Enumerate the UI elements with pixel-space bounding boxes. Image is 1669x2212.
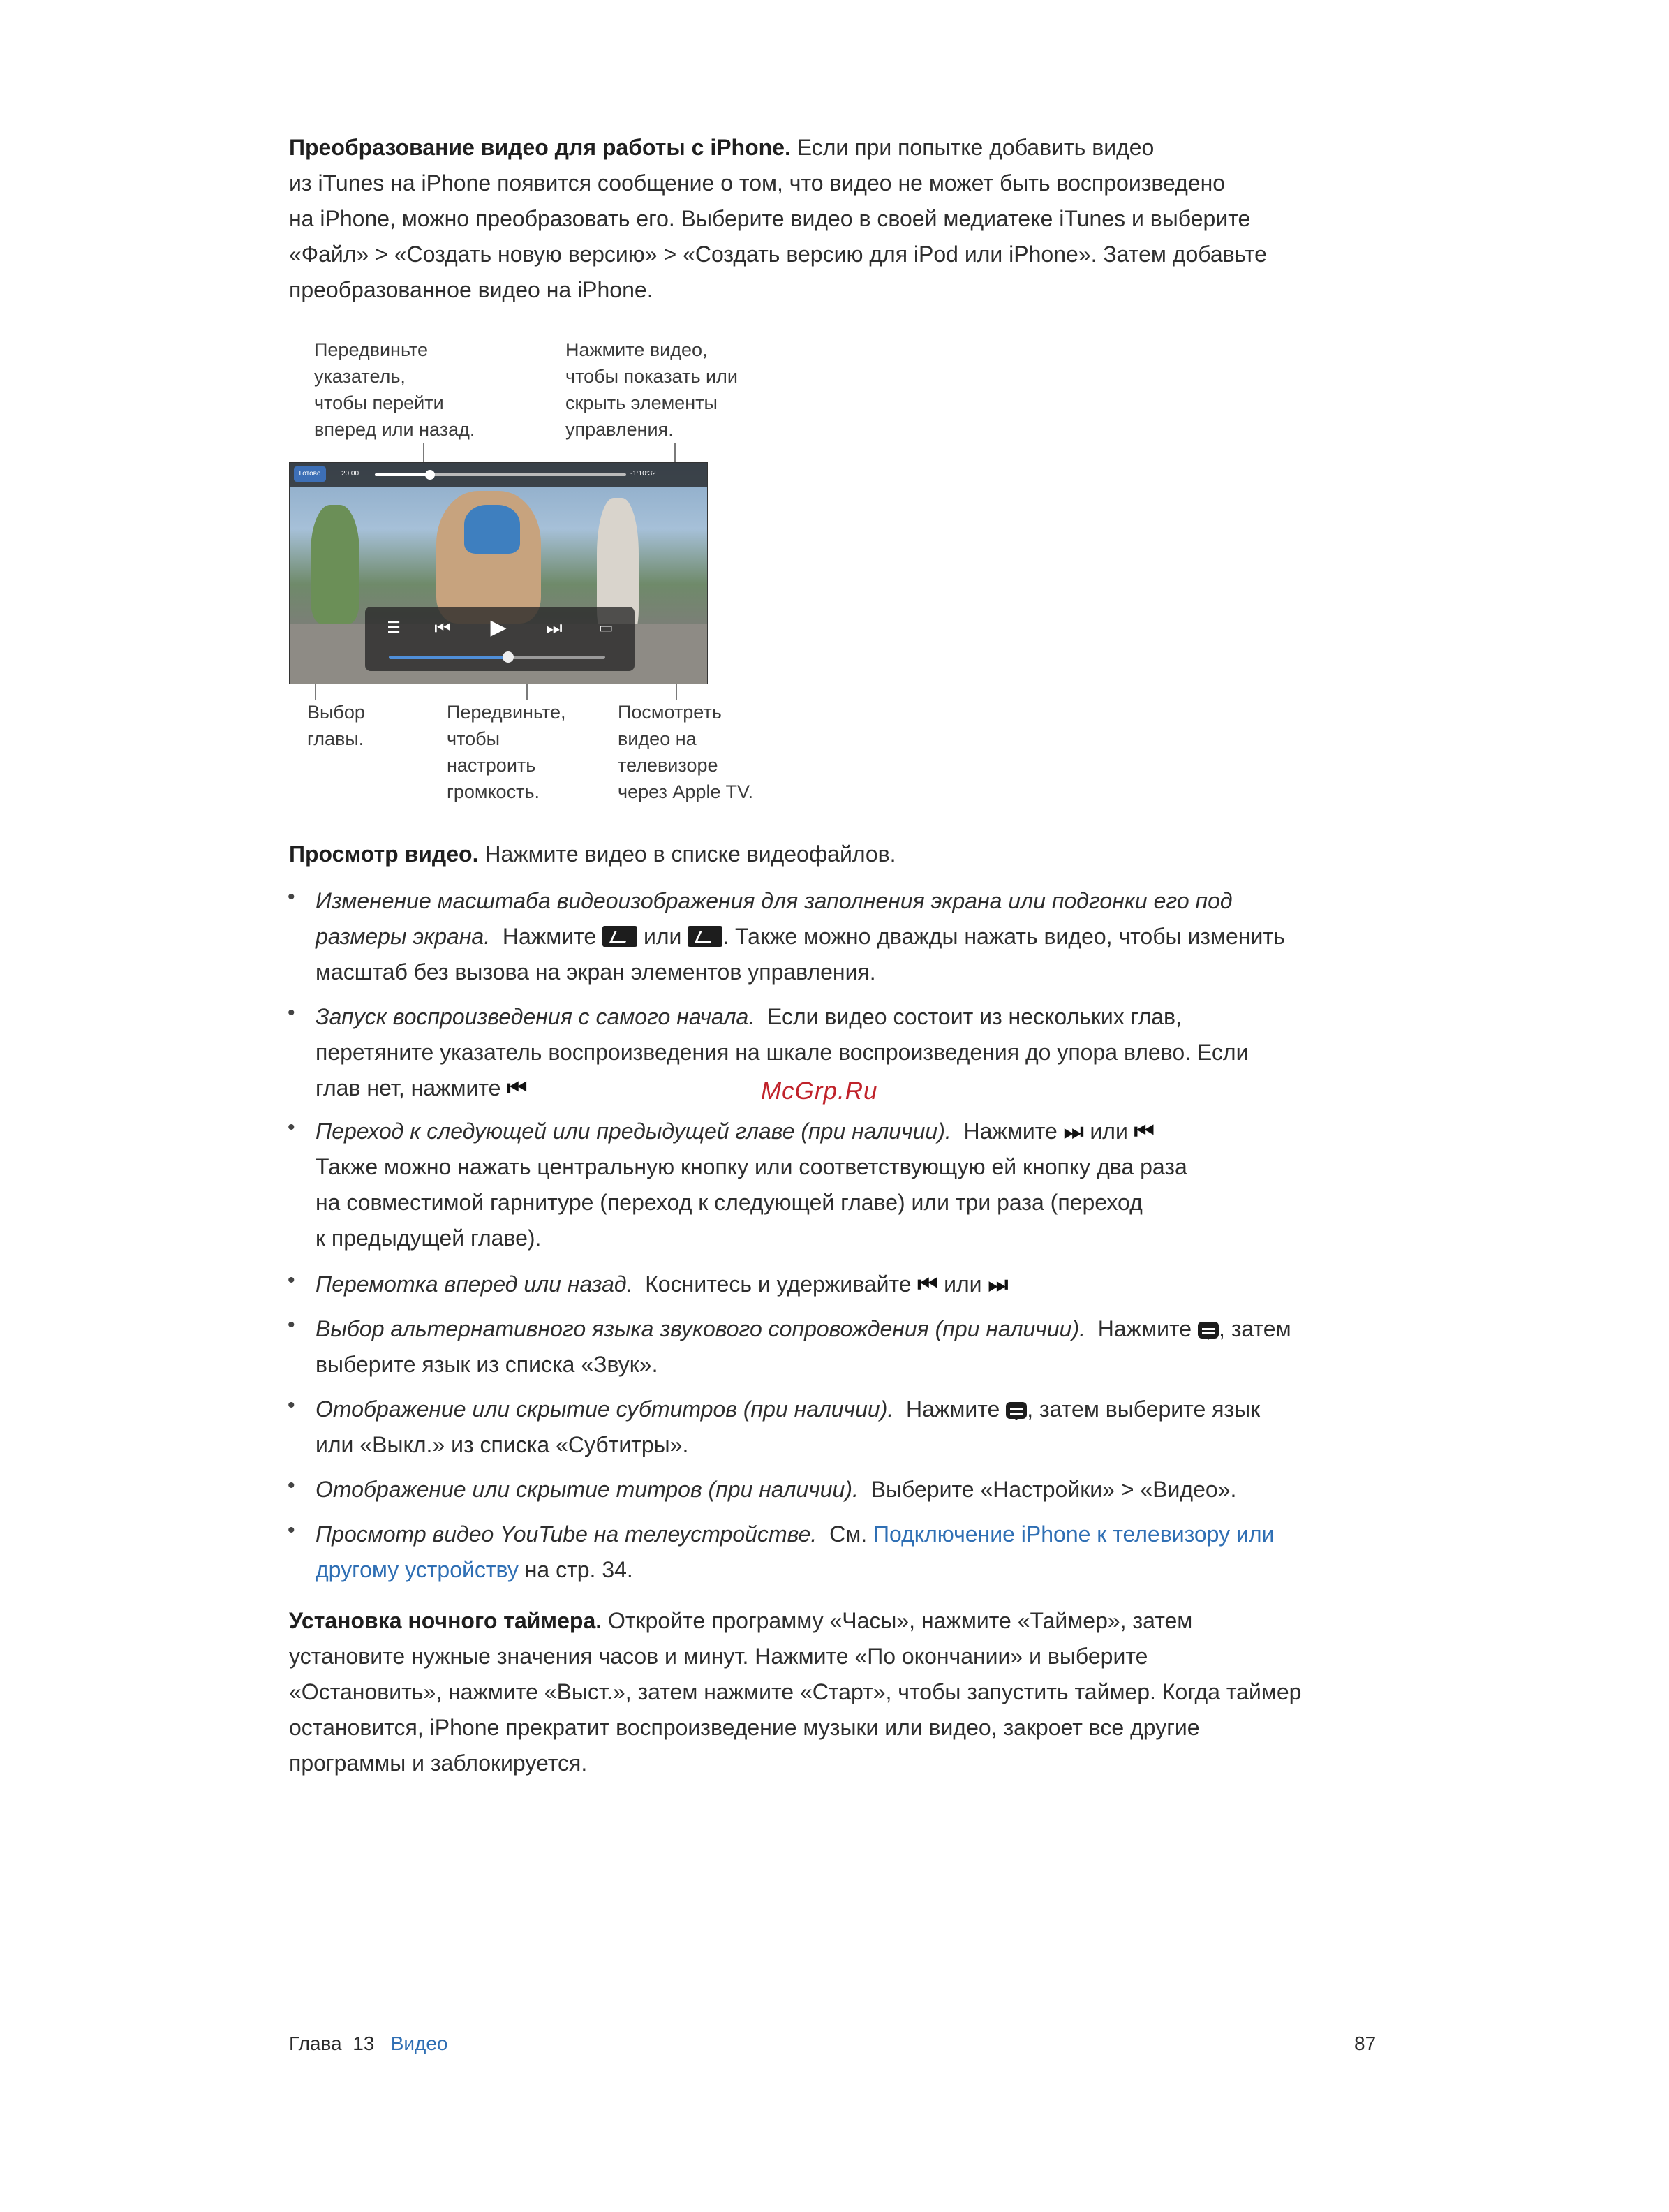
rewind-icon: ⏮ <box>917 1271 938 1297</box>
bullet-zoom-text: Нажмите <box>502 924 597 949</box>
bullet-restart-topic: Запуск воспроизведения с самого начала. <box>316 1004 755 1029</box>
zoom-fit-icon <box>688 926 722 947</box>
intro-line-3: на iPhone, можно преобразовать его. Выберите видео в своей медиатеке iTunes и выберите <box>289 206 1251 231</box>
volume-slider[interactable] <box>389 656 605 659</box>
fast-forward-icon: ⏭ <box>988 1271 1009 1297</box>
bullet-subtitles-line-2: или «Выкл.» из списка «Субтитры». <box>316 1432 689 1457</box>
callout-volume-line: громкость. <box>447 781 540 802</box>
tv-connection-link-cont[interactable]: другому устройству <box>316 1557 519 1582</box>
timer-line-5: программы и заблокируется. <box>289 1750 588 1776</box>
intro-heading: Преобразование видео для работы с iPhone. <box>289 135 791 160</box>
player-top-bar <box>290 463 707 487</box>
bullet-youtube-topic: Просмотр видео YouTube на телеустройстве. <box>316 1521 817 1547</box>
intro-line-5: преобразованное видео на iPhone. <box>289 277 653 302</box>
watch-paragraph <box>289 836 1406 872</box>
bullet-zoom-text-b: . Также можно дважды нажать видео, чтобы изменить <box>722 924 1285 949</box>
callout-tap-line: управления. <box>565 419 674 440</box>
callout-tap-line: Нажмите видео, <box>565 339 708 360</box>
callout-tv-line: через Apple TV. <box>618 781 753 802</box>
bullet-subtitles-topic: Отображение или скрытие субтитров (при наличии). <box>316 1396 894 1422</box>
callout-chapter-line: Выбор <box>307 702 365 723</box>
bullet-marker: • <box>288 1001 295 1024</box>
bullet-zoom-topic: Изменение масштаба видеоизображения для заполнения экрана или подгонки его под <box>316 888 1233 913</box>
bullet-marker: • <box>288 885 295 908</box>
bullet-marker: • <box>288 1394 295 1417</box>
bullet-audio-text-b: , затем <box>1218 1316 1291 1341</box>
bullet-restart-text: Если видео состоит из нескольких глав, <box>766 1004 1182 1029</box>
volume-knob[interactable] <box>503 651 514 663</box>
timer-line-3: «Остановить», нажмите «Выст.», затем нажмите «Старт», чтобы запустить таймер. Когда таймер <box>289 1679 1302 1704</box>
airplay-icon[interactable]: ▭ <box>598 619 614 636</box>
previous-icon[interactable]: ⏮ <box>434 617 451 638</box>
speech-bubble-icon <box>1198 1322 1219 1339</box>
timer-line-1 <box>289 1603 1406 1639</box>
intro-line-2: из iTunes на iPhone появится сообщение о том, что видео не может быть воспроизведено <box>289 170 1226 196</box>
intro-paragraph <box>289 130 1406 308</box>
bullet-zoom-or: или <box>643 924 682 949</box>
bullet-audio-line-1 <box>316 1311 1390 1347</box>
bullet-seek-text: Коснитесь и удерживайте <box>645 1271 912 1297</box>
callout-tv-line: видео на <box>618 728 697 749</box>
bullet-chapter-topic: Переход к следующей или предыдущей главе (при наличии). <box>316 1119 951 1144</box>
bullet-chapter-line-4: к предыдущей главе). <box>316 1225 542 1251</box>
bullet-subtitles <box>316 1392 1390 1463</box>
bullet-audio <box>316 1311 1390 1382</box>
bullet-youtube-line-2 <box>316 1552 1390 1588</box>
video-player-screenshot <box>289 462 708 684</box>
footer-chapter <box>289 2030 448 2058</box>
next-icon[interactable]: ⏭ <box>546 617 563 638</box>
zoom-fill-icon <box>602 926 637 947</box>
bullet-audio-topic: Выбор альтернативного языка звукового сопровождения (при наличии). <box>316 1316 1085 1341</box>
timer-paragraph <box>289 1603 1406 1781</box>
bullet-restart-line-1 <box>316 999 1390 1035</box>
done-button[interactable]: Готово <box>294 466 326 482</box>
bullet-zoom-topic-end: размеры экрана. <box>316 924 491 949</box>
bullet-seek-topic: Перемотка вперед или назад. <box>316 1271 633 1297</box>
callout-volume-line: настроить <box>447 755 536 776</box>
previous-icon: ⏮ <box>507 1075 528 1100</box>
callout-volume-line: чтобы <box>447 728 500 749</box>
callout-tv <box>618 699 799 805</box>
previous-icon: ⏮ <box>1134 1119 1155 1144</box>
bullet-seek <box>316 1267 1390 1302</box>
bullet-zoom-line-3: масштаб без вызова на экран элементов управления. <box>316 959 876 985</box>
bullet-audio-line-2: выберите язык из списка «Звук». <box>316 1352 658 1377</box>
timer-line-2: установите нужные значения часов и минут. Нажмите «По окончании» и выберите <box>289 1644 1148 1669</box>
bullet-chapter-line-2: Также можно нажать центральную кнопку или соответствующую ей кнопку два раза <box>316 1154 1187 1179</box>
callout-tv-line: телевизоре <box>618 755 718 776</box>
player-controls <box>365 607 635 671</box>
callout-tap-line: скрыть элементы <box>565 392 718 413</box>
bullet-chapter-or: или <box>1090 1119 1128 1144</box>
timer-text-1: Откройте программу «Часы», нажмите «Таймер», затем <box>608 1608 1193 1633</box>
bullet-captions <box>316 1472 1390 1507</box>
callout-volume-line: Передвиньте, <box>447 702 566 723</box>
footer-chapter-label: Глава 13 <box>289 2033 375 2054</box>
watermark: McGrp.Ru <box>761 1077 878 1105</box>
bullet-restart-line-2: перетяните указатель воспроизведения на шкале воспроизведения до упора влево. Если <box>316 1040 1249 1065</box>
bullet-subtitles-text-b: , затем выберите язык <box>1027 1396 1261 1422</box>
bullet-chapter-line-3: на совместимой гарнитуре (переход к следующей главе) или три раза (переход <box>316 1190 1143 1215</box>
bullet-marker: • <box>288 1116 295 1139</box>
bullet-captions-line-1 <box>316 1472 1390 1507</box>
bullet-chapter-line-1 <box>316 1114 1390 1149</box>
bullet-marker: • <box>288 1313 295 1336</box>
timer-heading: Установка ночного таймера. <box>289 1608 602 1633</box>
footer-chapter-title[interactable]: Видео <box>390 2033 448 2054</box>
watch-heading: Просмотр видео. <box>289 841 479 867</box>
bullet-zoom <box>316 883 1390 990</box>
bullet-marker: • <box>288 1269 295 1292</box>
bullet-youtube-text: См. <box>829 1521 868 1547</box>
timer-line-4: остановится, iPhone прекратит воспроизведение музыки или видео, закроет все другие <box>289 1715 1200 1740</box>
bullet-zoom-line-2 <box>316 919 1390 954</box>
bullet-seek-or: или <box>944 1271 982 1297</box>
chapter-list-icon[interactable]: ☰ <box>387 619 401 636</box>
callout-scrub-line: Передвиньте <box>314 339 428 360</box>
bullet-marker: • <box>288 1519 295 1542</box>
tv-connection-link[interactable]: Подключение iPhone к телевизору или <box>873 1521 1275 1547</box>
bullet-youtube-text-b: на стр. 34. <box>524 1557 633 1582</box>
callout-scrub-line: указатель, <box>314 366 406 387</box>
callout-scrub <box>314 337 544 443</box>
callout-chapter <box>307 699 419 752</box>
bullet-subtitles-line-1 <box>316 1392 1390 1427</box>
intro-text-1: Если при попытке добавить видео <box>796 135 1155 160</box>
callout-chapter-line: главы. <box>307 728 364 749</box>
bullet-audio-text: Нажмите <box>1097 1316 1192 1341</box>
speech-bubble-icon <box>1006 1402 1027 1419</box>
bullet-captions-topic: Отображение или скрытие титров (при наличии). <box>316 1477 859 1502</box>
next-icon: ⏭ <box>1063 1119 1084 1144</box>
scene-tree <box>311 505 359 624</box>
volume-fill <box>389 656 508 659</box>
bullet-chapter-text: Нажмите <box>963 1119 1058 1144</box>
scrubber-fill <box>375 473 430 476</box>
bullet-restart-text-3: глав нет, нажмите <box>316 1075 501 1100</box>
callout-scrub-line: чтобы перейти <box>314 392 444 413</box>
intro-line-1 <box>289 130 1406 165</box>
callout-tap-line: чтобы показать или <box>565 366 738 387</box>
intro-line-4: «Файл» > «Создать новую версию» > «Создать версию для iPod или iPhone». Затем добавьте <box>289 242 1267 267</box>
callout-tap <box>565 337 803 443</box>
callout-scrub-line: вперед или назад. <box>314 419 475 440</box>
bullet-captions-text: Выберите «Настройки» > «Видео». <box>870 1477 1237 1502</box>
bullet-youtube <box>316 1517 1390 1588</box>
remaining-time: -1:10:32 <box>630 470 656 478</box>
callout-tv-line: Посмотреть <box>618 702 722 723</box>
bullet-subtitles-text: Нажмите <box>906 1396 1000 1422</box>
scrubber-knob[interactable] <box>425 470 435 480</box>
callout-volume <box>447 699 607 805</box>
bullet-chapter <box>316 1114 1390 1256</box>
watch-text: Нажмите видео в списке видеофайлов. <box>484 841 896 867</box>
scene-skater-shirt <box>464 505 520 554</box>
play-icon[interactable]: ▶ <box>490 616 507 639</box>
bullet-seek-line-1 <box>316 1267 1390 1302</box>
scrubber-bar[interactable] <box>375 473 626 476</box>
bullet-marker: • <box>288 1474 295 1497</box>
elapsed-time: 20:00 <box>341 470 359 478</box>
page-number: 87 <box>1354 2033 1377 2054</box>
bullet-youtube-line-1 <box>316 1517 1390 1552</box>
